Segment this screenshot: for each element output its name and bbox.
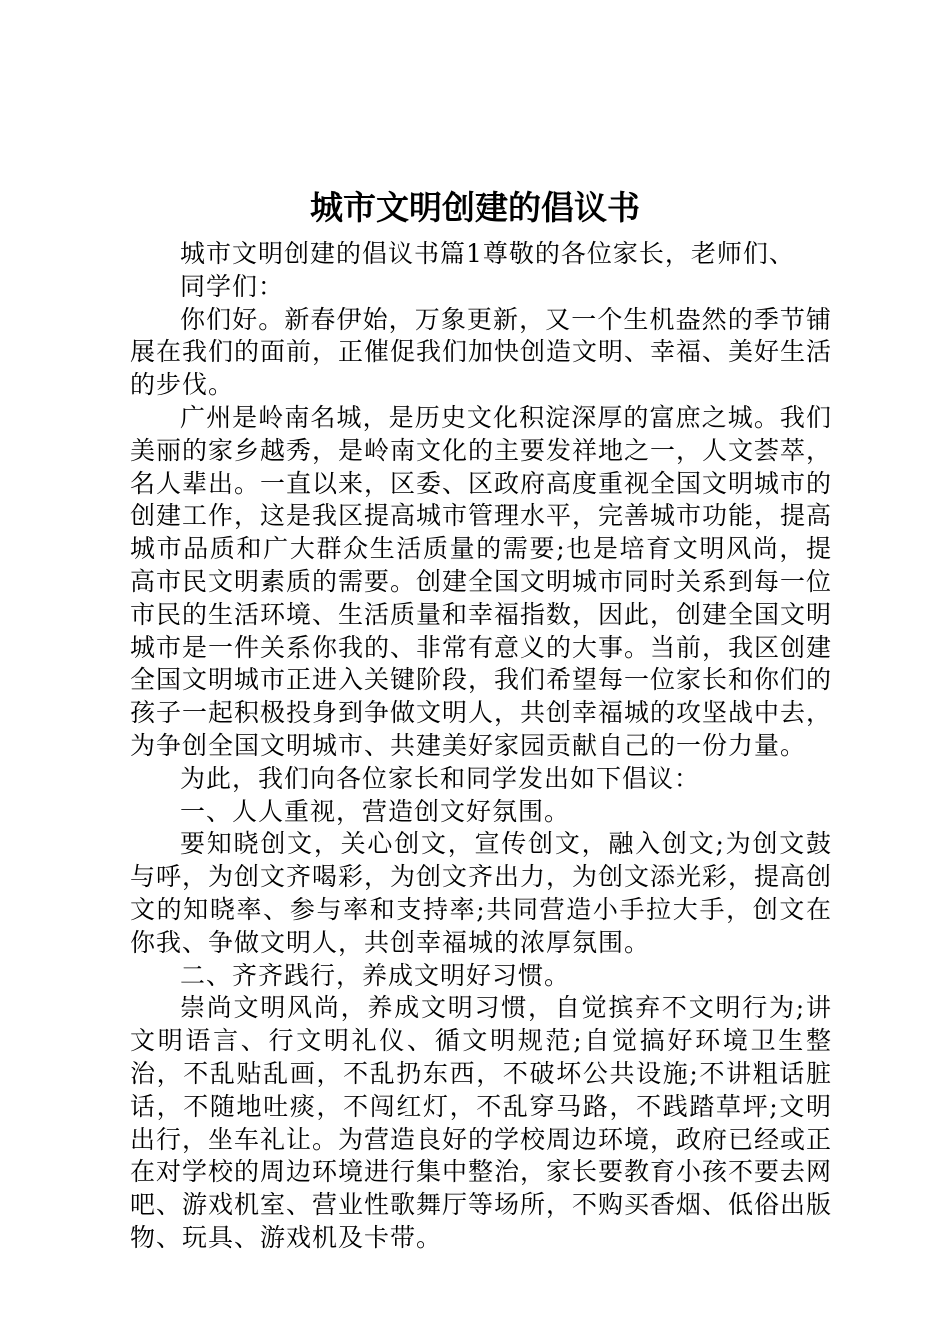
document-title: 城市文明创建的倡议书 — [310, 188, 640, 227]
paragraph-heading-one: 一、人人重视，营造创文好氛围。 — [180, 796, 571, 826]
document-body — [130, 238, 832, 1255]
paragraph-intro: 城市文明创建的倡议书篇1尊敬的各位家长，老师们、 — [180, 239, 795, 268]
paragraph-section-one: 要知晓创文，关心创文，宣传创文，融入创文;为创文鼓与呼，为创文齐喝彩，为创文齐出力，为创文添光彩，提高创文的知晓率、参与率和支持率;共同营造小手拉大手，创文在你我、争做文明人，共创幸福城的浓厚氛围。 — [130, 829, 833, 957]
paragraph-greeting: 你们好。新春伊始，万象更新，又一个生机盎然的季节铺展在我们的面前，正催促我们加快创造文明、幸福、美好生活的步伐。 — [130, 304, 833, 400]
paragraph-heading-two: 二、齐齐践行，养成文明好习惯。 — [180, 960, 571, 990]
paragraph-section-two: 崇尚文明风尚，养成文明习惯，自觉摈弃不文明行为;讲文明语言、行文明礼仪、循文明规范;自觉搞好环境卫生整治，不乱贴乱画，不乱扔东西，不破坏公共设施;不讲粗话脏话，不随地吐痰，不闯红灯，不乱穿马路，不践踏草坪;文明出行，坐车礼让。为营造良好的学校周边环境，政府已经或正在对学校的周边环境进行集中整治，家长要教育小孩不要去网吧、游戏机室、营业性歌舞厅等场所，不购买香烟、低俗出版物、玩具、游戏机及卡带。 — [130, 993, 833, 1252]
paragraph-background: 广州是岭南名城，是历史文化积淀深厚的富庶之城。我们美丽的家乡越秀，是岭南文化的主要发祥地之一，人文荟萃，名人辈出。一直以来，区委、区政府高度重视全国文明城市的创建工作，这是我区提高城市管理水平，完善城市功能，提高城市品质和广大群众生活质量的需要;也是培育文明风尚，提高市民文明素质的需要。创建全国文明城市同时关系到每一位市民的生活环境、生活质量和幸福指数，因此，创建全国文明城市是一件关系你我的、非常有意义的大事。当前，我区创建全国文明城市正进入关键阶段，我们希望每一位家长和你们的孩子一起积极投身到争做文明人，共创幸福城的攻坚战中去，为争创全国文明城市、共建美好家园贡献自己的一份力量。 — [130, 402, 833, 760]
paragraph-salutation: 同学们： — [180, 271, 285, 301]
paragraph-proposal-intro: 为此，我们向各位家长和同学发出如下倡议： — [180, 763, 701, 793]
